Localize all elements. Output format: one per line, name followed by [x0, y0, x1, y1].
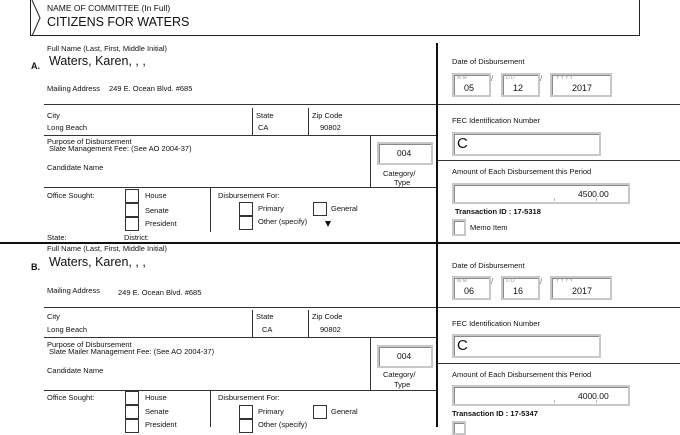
- b-category-label-1: Category/: [383, 370, 416, 379]
- b-date-label: Date of Disbursement: [452, 261, 525, 270]
- a-category-label-1: Category/: [383, 169, 416, 178]
- a-memo-label: Memo Item: [470, 223, 508, 232]
- b-other-label: Other (specify): [258, 420, 308, 429]
- a-other-checkbox[interactable]: [239, 216, 253, 230]
- b-amount-label: Amount of Each Disbursement this Period: [452, 370, 592, 379]
- b-section-letter: B.: [31, 262, 40, 272]
- a-date-mm[interactable]: M M 05: [452, 73, 491, 97]
- column-divider: [436, 43, 438, 427]
- b-date-dd-value: 16: [513, 286, 524, 296]
- b-candidate-label: Candidate Name: [47, 366, 104, 375]
- b-date-mm-value: 06: [464, 286, 475, 296]
- b-other-checkbox[interactable]: [239, 419, 253, 433]
- b-city-label: City: [47, 312, 60, 321]
- a-amount-box[interactable]: [452, 183, 630, 204]
- a-date-dd-value: 12: [513, 83, 524, 93]
- b-transaction-id: Transaction ID : 17-5347: [452, 409, 538, 418]
- a-date-dd[interactable]: D D 12: [501, 73, 540, 97]
- a-city: Long Beach: [47, 123, 88, 132]
- a-president-label: President: [145, 219, 177, 228]
- b-full-name: Waters, Karen, , ,: [49, 255, 146, 269]
- line-b-city: [44, 337, 436, 338]
- b-date-yyyy[interactable]: Y Y Y Y 2017: [550, 276, 612, 300]
- a-district-label: District:: [124, 233, 149, 242]
- a-zip-label: Zip Code: [312, 111, 343, 120]
- b-state: CA: [262, 325, 273, 334]
- a-fec-value: C: [457, 135, 468, 152]
- b-city: Long Beach: [47, 325, 88, 334]
- line-a-candidate: [44, 187, 436, 188]
- a-purpose-label: Purpose of Disbursement: [47, 137, 132, 146]
- b-primary-checkbox[interactable]: [239, 405, 253, 419]
- a-purpose: Slate Management Fee: (See AO 2004-37): [49, 144, 192, 153]
- a-full-name: Waters, Karen, , ,: [49, 54, 146, 68]
- a-other-label: Other (specify): [258, 217, 308, 226]
- a-state-field-label: State:: [47, 233, 67, 242]
- line-a-zip-sep: [308, 108, 309, 136]
- b-zip-label: Zip Code: [312, 312, 343, 321]
- a-candidate-label: Candidate Name: [47, 163, 104, 172]
- a-primary-label: Primary: [258, 204, 284, 213]
- a-section-letter: A.: [31, 61, 40, 71]
- a-mailing-address: 249 E. Ocean Blvd. #685: [109, 84, 193, 93]
- a-zip: 90802: [320, 123, 341, 132]
- a-transaction-id: Transaction ID : 17-5318: [455, 207, 541, 216]
- b-president-label: President: [145, 420, 177, 429]
- a-house-checkbox[interactable]: [125, 189, 139, 203]
- b-date-dd[interactable]: D D 16: [501, 276, 540, 300]
- b-zip: 90802: [320, 325, 341, 334]
- line-a-state-sep: [252, 108, 253, 136]
- b-state-label: State: [256, 312, 274, 321]
- line-b-category-sep: [370, 338, 371, 391]
- b-fec-box[interactable]: [452, 334, 601, 358]
- a-category-label-2: Type: [394, 178, 411, 187]
- committee-chevron: [30, 0, 42, 36]
- b-general-checkbox[interactable]: [313, 405, 327, 419]
- a-office-label: Office Sought:: [47, 191, 95, 200]
- b-fec-value: C: [457, 337, 468, 354]
- a-general-checkbox[interactable]: [313, 202, 327, 216]
- a-state: CA: [258, 123, 269, 132]
- b-date-yyyy-value: 2017: [572, 286, 593, 296]
- b-general-label: General: [331, 407, 358, 416]
- line-b-right-date: [438, 307, 680, 308]
- a-date-yyyy[interactable]: Y Y Y Y 2017: [550, 73, 612, 97]
- line-a-mailing: [44, 104, 436, 105]
- a-date-label: Date of Disbursement: [452, 57, 525, 66]
- b-date-mm[interactable]: M M 06: [452, 276, 491, 300]
- a-disb-for-label: Disbursement For:: [218, 191, 280, 200]
- a-other-arrow-icon: [325, 221, 331, 227]
- line-a-city: [44, 135, 436, 136]
- a-senate-checkbox[interactable]: [125, 203, 139, 217]
- committee-label: NAME OF COMMITTEE (In Full): [47, 3, 171, 13]
- line-b-right-fec: [438, 363, 680, 364]
- a-president-checkbox[interactable]: [125, 217, 139, 231]
- line-b-zip-sep: [308, 310, 309, 338]
- line-a-disb-sep: [210, 188, 211, 232]
- b-category-value: 004: [397, 351, 412, 361]
- a-state-label: State: [256, 111, 274, 120]
- b-full-name-label: Full Name (Last, First, Middle Initial): [47, 244, 168, 253]
- line-b-state-sep: [252, 310, 253, 338]
- b-mailing-address: 249 E. Ocean Blvd. #685: [118, 288, 202, 297]
- line-a-category-sep: [370, 136, 371, 188]
- committee-name: CITIZENS FOR WATERS: [47, 15, 190, 29]
- a-city-label: City: [47, 111, 60, 120]
- b-category-label-2: Type: [394, 380, 411, 389]
- b-house-label: House: [145, 393, 167, 402]
- b-purpose-label: Purpose of Disbursement: [47, 340, 132, 349]
- a-memo-checkbox[interactable]: [452, 219, 466, 236]
- a-fec-box[interactable]: [452, 132, 601, 156]
- b-memo-checkbox[interactable]: [452, 421, 466, 435]
- line-a-right-date: [438, 104, 680, 105]
- b-amount-box[interactable]: [452, 385, 630, 406]
- b-office-label: Office Sought:: [47, 393, 95, 402]
- a-date-mm-value: 05: [464, 83, 475, 93]
- a-house-label: House: [145, 191, 167, 200]
- b-fec-label: FEC Identification Number: [452, 319, 540, 328]
- a-amount-label: Amount of Each Disbursement this Period: [452, 167, 592, 176]
- line-b-disb-sep: [210, 391, 211, 427]
- b-senate-checkbox[interactable]: [125, 405, 139, 419]
- b-president-checkbox[interactable]: [125, 419, 139, 433]
- a-primary-checkbox[interactable]: [239, 202, 253, 216]
- a-category-value: 004: [397, 148, 412, 158]
- b-purpose: Slate Mailer Management Fee: (See AO 2004-37): [49, 347, 215, 356]
- a-full-name-label: Full Name (Last, First, Middle Initial): [47, 44, 168, 53]
- line-b-mailing: [44, 307, 436, 308]
- line-a-right-fec: [438, 160, 680, 161]
- b-category-box[interactable]: [377, 345, 433, 368]
- a-category-box[interactable]: [377, 142, 433, 165]
- b-disb-for-label: Disbursement For:: [218, 393, 280, 402]
- b-senate-label: Senate: [145, 407, 169, 416]
- a-mailing-label: Mailing Address: [47, 84, 100, 93]
- b-mailing-label: Mailing Address: [47, 286, 100, 295]
- b-amount-value: 4000.00: [578, 391, 609, 401]
- line-b-candidate: [44, 390, 436, 391]
- a-fec-label: FEC Identification Number: [452, 116, 540, 125]
- a-amount-value: 4500.00: [578, 189, 609, 199]
- a-date-yyyy-value: 2017: [572, 83, 593, 93]
- b-house-checkbox[interactable]: [125, 391, 139, 405]
- a-general-label: General: [331, 204, 358, 213]
- a-senate-label: Senate: [145, 206, 169, 215]
- b-primary-label: Primary: [258, 407, 284, 416]
